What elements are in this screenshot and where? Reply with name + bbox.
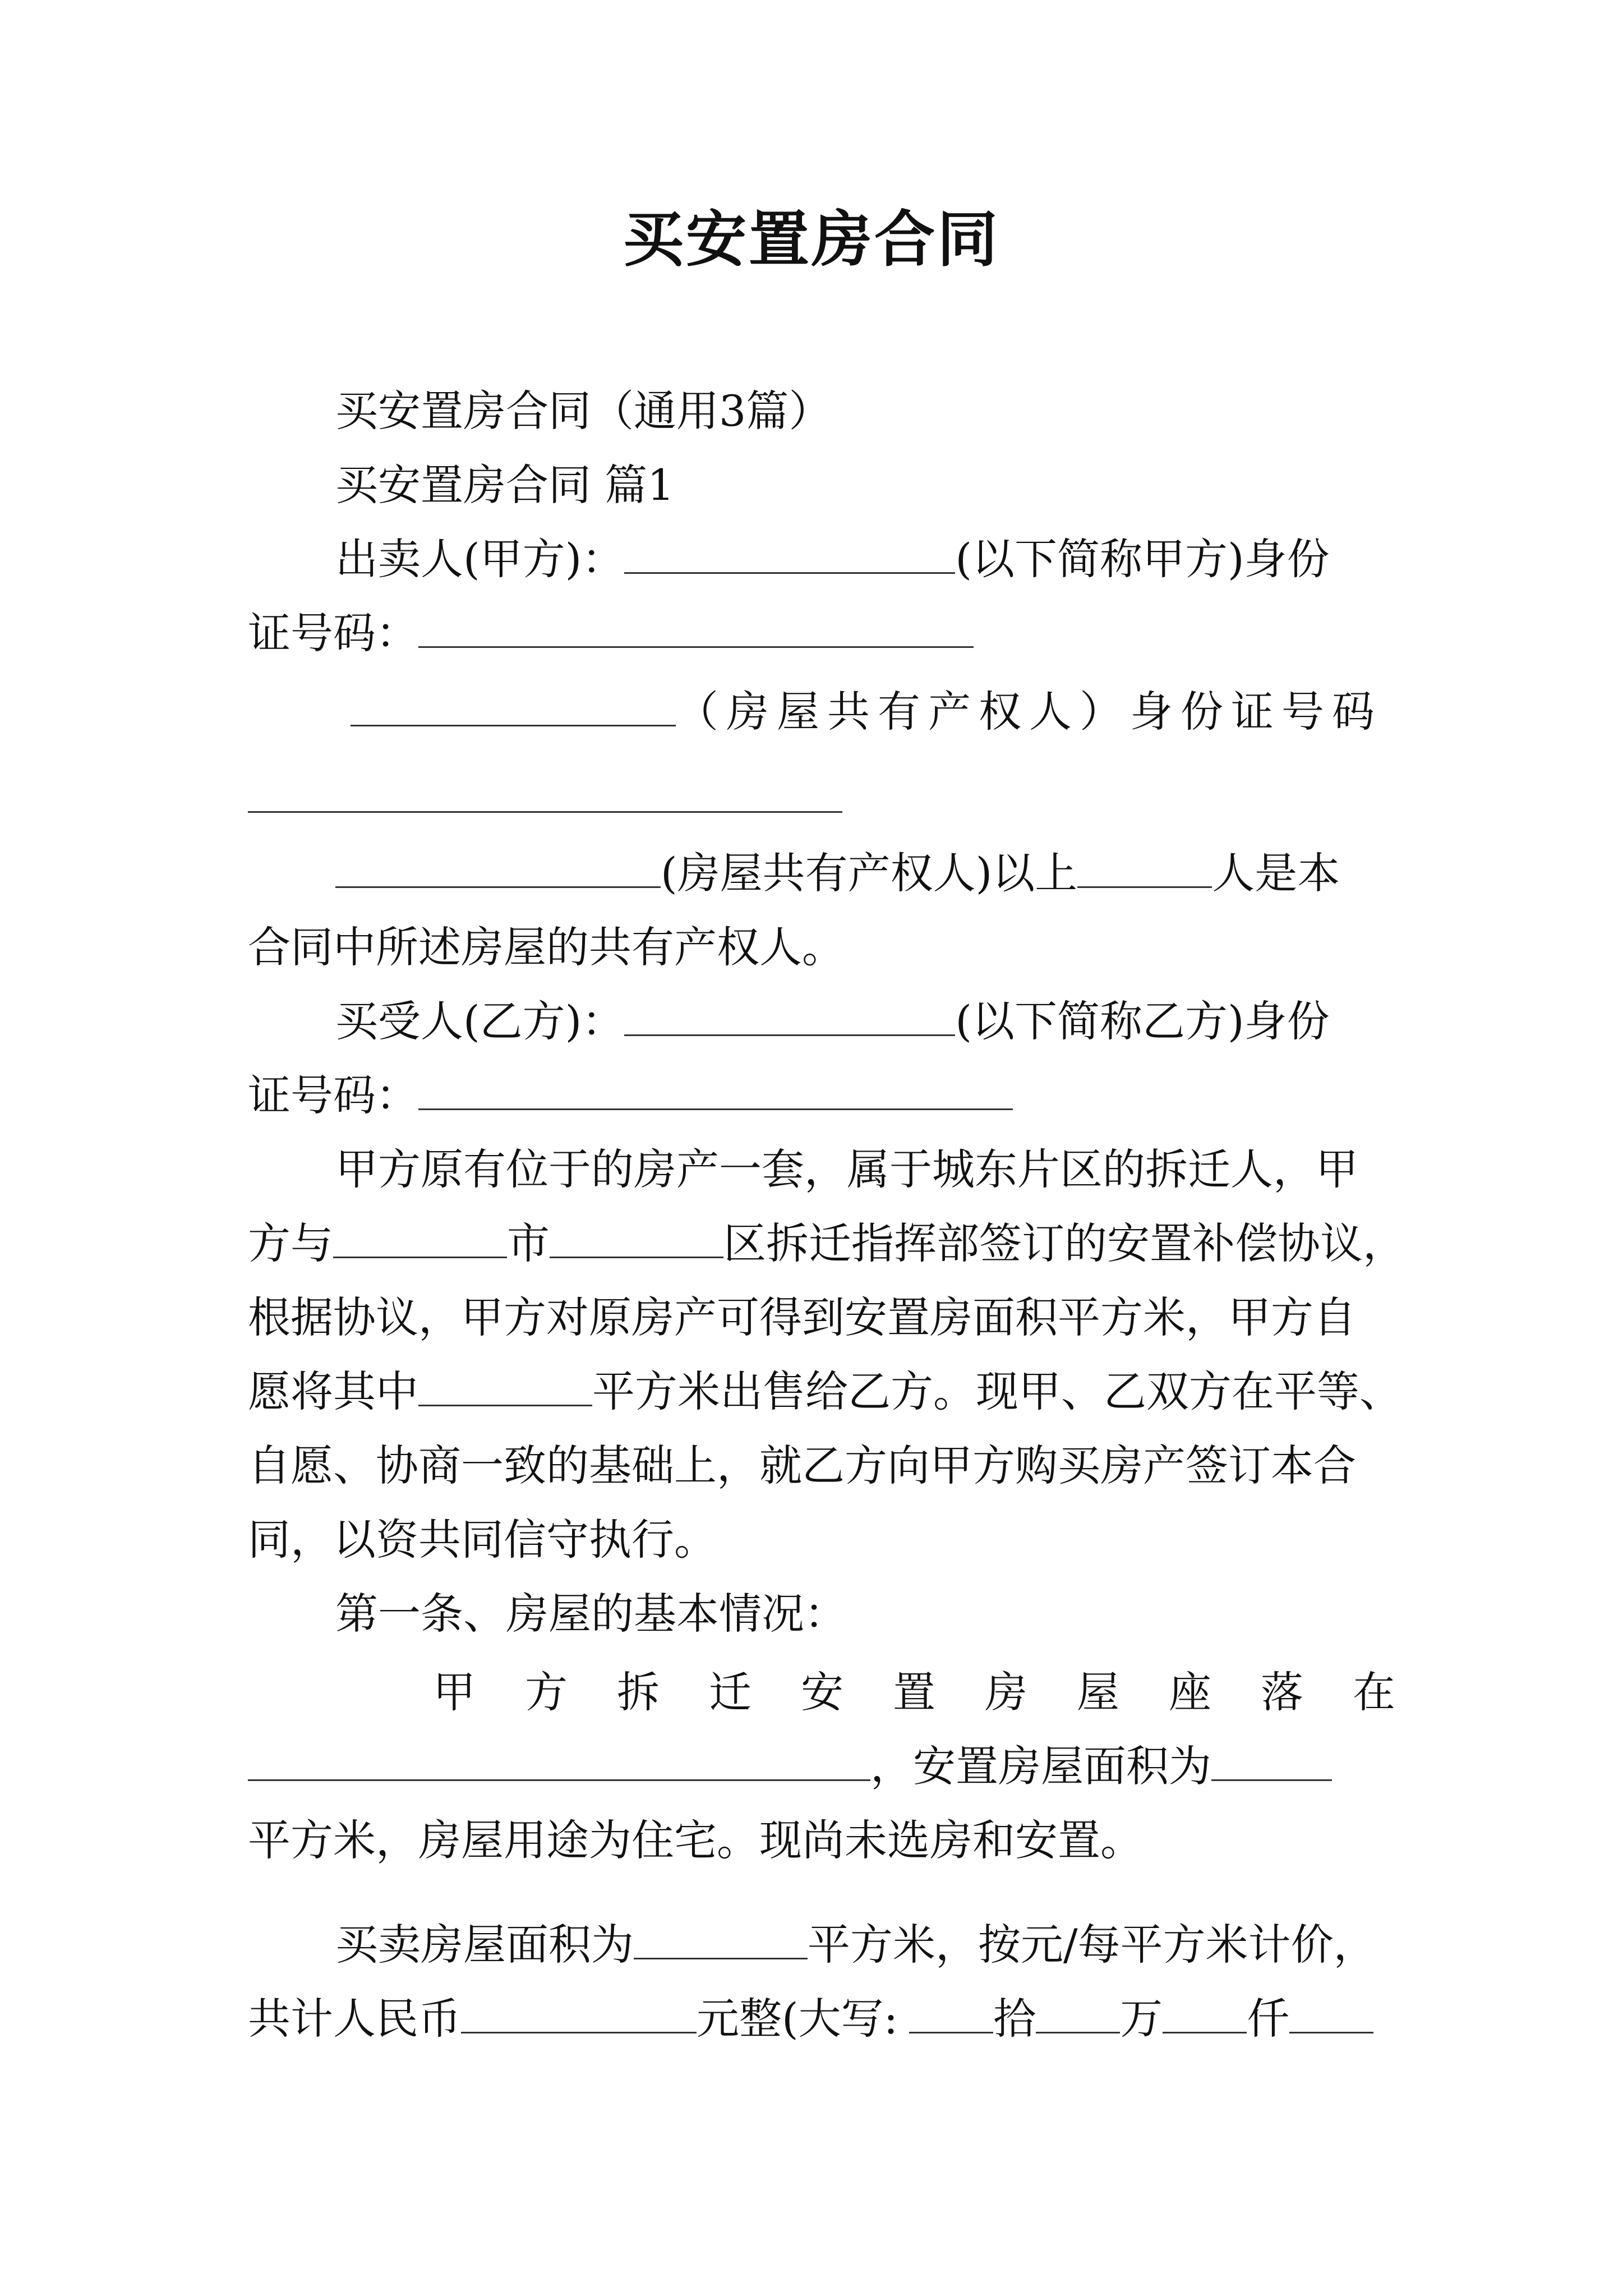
location-text: 甲方拆迁安置房屋座落在 bbox=[433, 1667, 1445, 1717]
co-owner-1-blank bbox=[351, 690, 676, 726]
article-heading: 第一条、房屋的基本情况： bbox=[335, 1589, 847, 1639]
section-heading: 买安置房合同 篇1 bbox=[335, 460, 675, 510]
buyer-id-blank bbox=[418, 1074, 1013, 1110]
seller-suffix: (以下简称甲方)身份 bbox=[955, 534, 1330, 584]
co-owner-count-blank bbox=[1077, 852, 1212, 888]
co-owner-statement: 合同中所述房屋的共有产权人。 bbox=[248, 922, 845, 972]
city-blank bbox=[333, 1222, 507, 1258]
subtitle-line: 买安置房合同（通用3篇） bbox=[335, 386, 832, 436]
buyer-id-line bbox=[248, 1065, 1013, 1126]
body-line: ，安置房屋面积为 bbox=[248, 1736, 1332, 1797]
buyer-line bbox=[335, 991, 1330, 1052]
location-line bbox=[433, 1662, 1445, 1723]
buyer-suffix: (以下简称乙方)身份 bbox=[955, 996, 1330, 1046]
body-line: 愿将其中 平方米出售给乙方。现甲、乙双方在平等、 bbox=[248, 1366, 1402, 1416]
price-digit-blank bbox=[1036, 1997, 1120, 2033]
body-line: 共计人民币 元整(大写: 拾 万 仟 bbox=[248, 1988, 1373, 2050]
body-line: 甲方原有位于的房产一套，属于城东片区的拆迁人，甲 bbox=[335, 1144, 1358, 1194]
seller-id-line bbox=[248, 602, 974, 664]
district-blank bbox=[550, 1222, 723, 1258]
price-digit-blank bbox=[1289, 1997, 1373, 2033]
co-owner-1-label: （房屋共有产权人）身份证号码 bbox=[676, 687, 1382, 737]
body-line: 方与 市 区拆迁指挥部签订的安置补偿协议， bbox=[248, 1218, 1405, 1268]
co-owner-1-line bbox=[351, 681, 1382, 743]
co-owner-2-line bbox=[335, 843, 1340, 904]
co-owner-1-id-blank bbox=[248, 811, 842, 813]
body-line: 平方米，房屋用途为住宅。现尚未选房和安置。 bbox=[248, 1815, 1143, 1865]
body-line: 同，以资共同信守执行。 bbox=[248, 1515, 717, 1565]
seller-name-blank bbox=[624, 537, 955, 574]
co-owner-2-blank bbox=[335, 852, 661, 888]
body-line: 自愿、协商一致的基础上，就乙方向甲方购买房产签订本合 bbox=[248, 1441, 1356, 1490]
co-owner-2-suffix: 人是本 bbox=[1212, 848, 1340, 898]
buyer-id-label: 证号码： bbox=[248, 1070, 418, 1120]
seller-line bbox=[335, 528, 1330, 590]
body-line: 买卖房屋面积为 平方米，按元/每平方米计价， bbox=[335, 1920, 1376, 1970]
price-digit-blank bbox=[909, 1997, 993, 2033]
body-line: 根据协议，甲方对原房产可得到安置房面积平方米，甲方自 bbox=[248, 1292, 1356, 1342]
buyer-label: 买受人(乙方)： bbox=[335, 996, 625, 1046]
seller-id-label: 证号码： bbox=[248, 608, 418, 658]
trade-area-blank bbox=[634, 1923, 808, 1959]
co-owner-2-label: (房屋共有产权人)以上 bbox=[661, 848, 1078, 898]
document-title: 买安置房合同 bbox=[623, 204, 1000, 275]
area-blank bbox=[1211, 1745, 1332, 1781]
total-price-blank bbox=[461, 1997, 697, 2033]
seller-id-blank bbox=[418, 611, 974, 648]
area-sold-blank bbox=[418, 1370, 592, 1406]
buyer-name-blank bbox=[624, 1000, 955, 1036]
seller-label: 出卖人(甲方)： bbox=[335, 534, 625, 584]
price-digit-blank bbox=[1163, 1997, 1247, 2033]
location-blank bbox=[248, 1745, 870, 1781]
